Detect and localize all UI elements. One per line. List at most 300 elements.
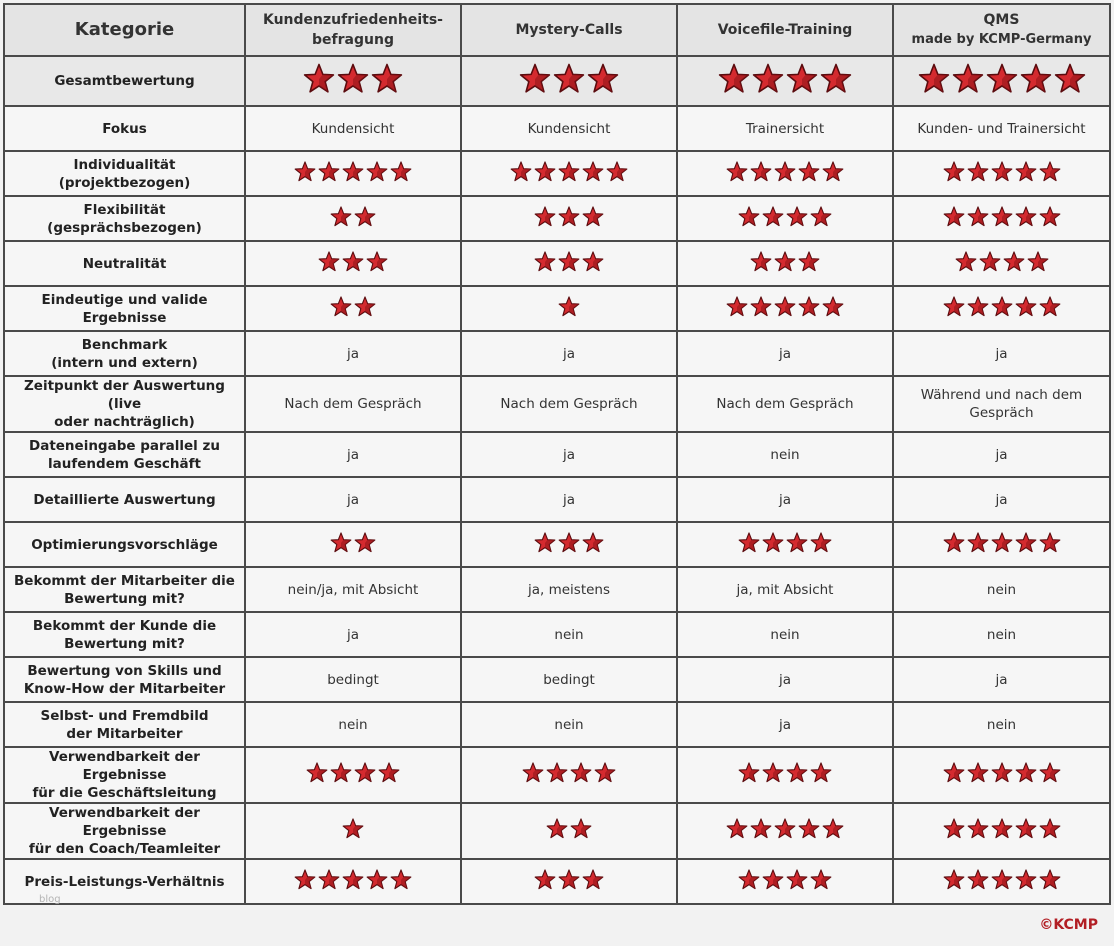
row-label	[4, 286, 245, 331]
star-icon	[955, 251, 977, 272]
star-rating	[738, 762, 832, 783]
star-icon	[378, 762, 400, 783]
table-cell	[461, 702, 677, 747]
star-icon	[943, 161, 965, 182]
star-icon	[342, 869, 364, 890]
star-rating	[726, 818, 844, 839]
row-label-text: Gesamtbewertung	[54, 73, 195, 89]
star-rating	[534, 251, 604, 272]
cell-text: Nach dem Gespräch	[716, 396, 854, 412]
row-label	[4, 477, 245, 522]
star-icon	[762, 532, 784, 553]
star-icon	[991, 296, 1013, 317]
star-rating	[318, 251, 388, 272]
star-rating	[955, 251, 1049, 272]
row-label	[4, 612, 245, 657]
cell-text: Während und nach dem Gespräch	[920, 387, 1083, 421]
table-cell	[677, 196, 893, 241]
row-label-text: Detaillierte Auswertung	[33, 491, 216, 508]
star-icon	[991, 206, 1013, 227]
star-rating	[943, 161, 1061, 182]
row-label-text: Selbst- und Fremdbild der Mitarbeiter	[40, 707, 209, 742]
star-icon	[738, 869, 760, 890]
table-cell	[461, 803, 677, 859]
star-rating	[534, 206, 604, 227]
header-line: Kundenzufriedenheits-	[262, 12, 443, 28]
star-icon	[774, 818, 796, 839]
table-cell	[893, 522, 1110, 567]
star-icon	[330, 206, 352, 227]
table-cell	[461, 241, 677, 286]
star-icon	[337, 63, 369, 94]
row-label-text: Verwendbarkeit der Ergebnisse für den Coach/Teamleiter	[28, 805, 221, 857]
table-cell	[677, 859, 893, 904]
star-rating	[943, 869, 1061, 890]
star-icon	[354, 532, 376, 553]
cell-text: nein	[554, 626, 584, 643]
table-cell	[461, 432, 677, 477]
table-cell	[461, 522, 677, 567]
header-category: Kategorie	[4, 4, 245, 56]
star-icon	[318, 161, 340, 182]
table-cell	[893, 286, 1110, 331]
star-icon	[558, 161, 580, 182]
cell-text: nein	[986, 581, 1017, 598]
star-icon	[1015, 818, 1037, 839]
cell-text: bedingt	[543, 671, 595, 688]
table-cell	[677, 477, 893, 522]
cell-text: Kunden- und Trainersicht	[917, 120, 1086, 137]
star-icon	[594, 762, 616, 783]
table-cell	[893, 56, 1110, 106]
row-label-text: Bekommt der Mitarbeiter die Bewertung mit?	[14, 572, 235, 607]
star-icon	[1015, 296, 1037, 317]
cell-text: ja	[778, 345, 792, 362]
row-label	[4, 432, 245, 477]
star-rating	[294, 161, 412, 182]
star-rating	[519, 63, 619, 94]
star-icon	[534, 869, 556, 890]
table-cell	[461, 612, 677, 657]
row-label-text: Bewertung von Skills und Know-How der Mitarbeiter	[23, 662, 226, 697]
table-cell	[461, 106, 677, 151]
star-icon	[943, 762, 965, 783]
star-icon	[798, 161, 820, 182]
header-mystery-calls	[461, 4, 677, 56]
row-label	[4, 702, 245, 747]
star-rating	[330, 296, 376, 317]
star-icon	[822, 818, 844, 839]
row-label-text: Optimierungsvorschläge	[31, 536, 218, 553]
star-icon	[519, 63, 551, 94]
row-label	[4, 522, 245, 567]
table-cell	[893, 376, 1110, 432]
star-icon	[762, 869, 784, 890]
star-icon	[534, 206, 556, 227]
star-icon	[1039, 818, 1061, 839]
star-icon	[762, 762, 784, 783]
table-cell	[893, 612, 1110, 657]
star-rating	[738, 532, 832, 553]
row-label	[4, 151, 245, 196]
star-icon	[726, 296, 748, 317]
cell-text: ja	[562, 491, 576, 508]
star-icon	[726, 818, 748, 839]
star-icon	[534, 251, 556, 272]
table-cell	[461, 151, 677, 196]
star-icon	[738, 532, 760, 553]
star-icon	[553, 63, 585, 94]
star-icon	[750, 296, 772, 317]
cell-text: nein	[770, 626, 800, 643]
star-icon	[991, 161, 1013, 182]
header-line: befragung	[312, 32, 394, 48]
star-icon	[1039, 161, 1061, 182]
watermark: blog	[39, 894, 61, 905]
star-icon	[318, 869, 340, 890]
star-rating	[510, 161, 628, 182]
star-rating	[294, 869, 412, 890]
star-icon	[366, 251, 388, 272]
table-cell	[245, 241, 461, 286]
star-icon	[570, 818, 592, 839]
star-icon	[991, 818, 1013, 839]
table-cell	[245, 803, 461, 859]
header-kundenzufriedenheitsbefragung	[245, 4, 461, 56]
star-icon	[991, 762, 1013, 783]
star-rating	[738, 206, 832, 227]
star-icon	[582, 206, 604, 227]
table-cell	[677, 56, 893, 106]
table-cell	[461, 56, 677, 106]
star-icon	[558, 251, 580, 272]
table-row	[4, 376, 1110, 432]
cell-text: ja	[778, 716, 792, 733]
table-cell	[893, 432, 1110, 477]
star-icon	[342, 818, 364, 839]
star-rating	[943, 818, 1061, 839]
star-icon	[303, 63, 335, 94]
star-icon	[918, 63, 950, 94]
star-icon	[967, 296, 989, 317]
star-icon	[786, 762, 808, 783]
table-cell	[893, 657, 1110, 702]
star-icon	[943, 296, 965, 317]
table-cell	[461, 567, 677, 612]
star-icon	[786, 63, 818, 94]
star-icon	[943, 869, 965, 890]
star-icon	[510, 161, 532, 182]
cell-text: nein	[554, 716, 584, 733]
star-icon	[534, 532, 556, 553]
table-cell	[461, 747, 677, 803]
star-icon	[546, 818, 568, 839]
star-icon	[582, 532, 604, 553]
table-cell	[461, 376, 677, 432]
table-row	[4, 331, 1110, 376]
row-label-text: Flexibilität (gesprächsbezogen)	[47, 201, 202, 236]
star-icon	[798, 251, 820, 272]
star-icon	[366, 869, 388, 890]
star-rating	[738, 869, 832, 890]
row-label	[4, 376, 245, 432]
star-rating	[534, 532, 604, 553]
star-icon	[986, 63, 1018, 94]
star-icon	[967, 206, 989, 227]
star-icon	[774, 161, 796, 182]
table-cell	[461, 657, 677, 702]
star-rating	[330, 206, 376, 227]
star-icon	[752, 63, 784, 94]
star-icon	[952, 63, 984, 94]
star-icon	[750, 161, 772, 182]
table-cell	[893, 477, 1110, 522]
star-rating	[718, 63, 852, 94]
star-icon	[1015, 206, 1037, 227]
star-icon	[582, 161, 604, 182]
star-icon	[582, 251, 604, 272]
cell-text: ja	[995, 491, 1008, 508]
table-cell	[677, 241, 893, 286]
row-label-text: Eindeutige und valide Ergebnisse	[41, 291, 208, 326]
star-icon	[967, 762, 989, 783]
cell-text: ja	[346, 345, 360, 362]
cell-text: ja	[346, 491, 360, 508]
table-cell	[245, 286, 461, 331]
header-qms	[893, 4, 1110, 56]
star-icon	[390, 161, 412, 182]
cell-text: bedingt	[327, 671, 379, 688]
star-icon	[967, 532, 989, 553]
cell-text: Trainersicht	[745, 120, 825, 137]
row-label-text: Benchmark (intern und extern)	[51, 336, 198, 371]
star-icon	[820, 63, 852, 94]
row-label-text: Dateneingabe parallel zu laufendem Geschäft	[29, 437, 220, 472]
star-icon	[786, 869, 808, 890]
star-icon	[371, 63, 403, 94]
star-icon	[366, 161, 388, 182]
star-icon	[1039, 762, 1061, 783]
table-cell	[245, 56, 461, 106]
table-cell	[893, 241, 1110, 286]
table-row	[4, 612, 1110, 657]
star-icon	[774, 296, 796, 317]
table-cell	[677, 331, 893, 376]
star-icon	[330, 762, 352, 783]
star-icon	[943, 818, 965, 839]
cell-text: ja, mit Absicht	[736, 581, 834, 598]
table-row	[4, 241, 1110, 286]
star-icon	[354, 206, 376, 227]
star-icon	[738, 206, 760, 227]
table-cell	[677, 567, 893, 612]
star-icon	[342, 161, 364, 182]
star-rating	[306, 762, 400, 783]
table-cell	[893, 196, 1110, 241]
table-cell	[677, 106, 893, 151]
star-icon	[750, 818, 772, 839]
star-rating	[342, 818, 364, 839]
cell-text: nein	[338, 716, 368, 733]
table-cell	[461, 196, 677, 241]
star-icon	[522, 762, 544, 783]
star-icon	[558, 296, 580, 317]
row-label-text: Verwendbarkeit der Ergebnisse für die Geschäftsleitung	[32, 749, 217, 801]
table-row	[4, 522, 1110, 567]
table-cell	[245, 657, 461, 702]
star-icon	[390, 869, 412, 890]
table-cell	[245, 747, 461, 803]
cell-text: ja	[346, 446, 360, 463]
star-icon	[967, 818, 989, 839]
star-icon	[1039, 869, 1061, 890]
table-cell	[677, 151, 893, 196]
header-line: QMS	[983, 12, 1020, 28]
star-rating	[546, 818, 592, 839]
total-row	[4, 56, 1110, 106]
star-icon	[558, 206, 580, 227]
table-cell	[893, 151, 1110, 196]
star-icon	[718, 63, 750, 94]
table-cell	[893, 106, 1110, 151]
cell-text: nein	[986, 626, 1017, 643]
table-row	[4, 196, 1110, 241]
table-body	[4, 56, 1110, 904]
table-cell	[677, 432, 893, 477]
table-cell	[677, 612, 893, 657]
star-icon	[762, 206, 784, 227]
row-label	[4, 803, 245, 859]
star-rating	[330, 532, 376, 553]
table-cell	[245, 106, 461, 151]
star-icon	[1020, 63, 1052, 94]
table-cell	[461, 477, 677, 522]
cell-text: ja	[778, 671, 792, 688]
star-icon	[1015, 762, 1037, 783]
star-icon	[606, 161, 628, 182]
table-cell	[893, 331, 1110, 376]
row-label	[4, 657, 245, 702]
comparison-table	[3, 3, 1111, 905]
star-icon	[306, 762, 328, 783]
table-cell	[245, 522, 461, 567]
star-icon	[786, 206, 808, 227]
table-cell	[245, 432, 461, 477]
star-icon	[822, 161, 844, 182]
table-cell	[245, 859, 461, 904]
star-icon	[582, 869, 604, 890]
table-cell	[677, 803, 893, 859]
table-row	[4, 432, 1110, 477]
cell-text: ja	[346, 626, 360, 643]
table-cell	[893, 747, 1110, 803]
table-cell	[893, 702, 1110, 747]
table-row	[4, 151, 1110, 196]
star-icon	[979, 251, 1001, 272]
cell-text: ja	[562, 446, 576, 463]
table-row	[4, 106, 1110, 151]
table-row	[4, 657, 1110, 702]
star-icon	[534, 161, 556, 182]
star-rating	[943, 296, 1061, 317]
star-icon	[774, 251, 796, 272]
star-icon	[558, 869, 580, 890]
table-cell	[893, 859, 1110, 904]
table-row	[4, 477, 1110, 522]
table-cell	[677, 702, 893, 747]
star-icon	[330, 296, 352, 317]
table-row	[4, 286, 1110, 331]
star-icon	[786, 532, 808, 553]
table-cell	[677, 522, 893, 567]
star-icon	[810, 532, 832, 553]
cell-text: ja, meistens	[527, 581, 611, 598]
row-label	[4, 56, 245, 106]
star-icon	[798, 296, 820, 317]
table-cell	[245, 331, 461, 376]
star-icon	[330, 532, 352, 553]
star-icon	[558, 532, 580, 553]
row-label-text: Preis-Leistungs-Verhältnis	[24, 873, 225, 890]
star-icon	[798, 818, 820, 839]
star-rating	[918, 63, 1086, 94]
cell-text: Kundensicht	[527, 120, 611, 137]
header-line: made by KCMP-Germany	[911, 32, 1092, 47]
cell-text: Nach dem Gespräch	[284, 396, 422, 412]
table-row	[4, 747, 1110, 803]
star-icon	[546, 762, 568, 783]
table-cell	[461, 286, 677, 331]
star-icon	[354, 762, 376, 783]
header-voicefile-training	[677, 4, 893, 56]
table-row	[4, 702, 1110, 747]
star-icon	[967, 869, 989, 890]
row-label-text: Fokus	[102, 120, 147, 137]
row-label	[4, 567, 245, 612]
star-icon	[587, 63, 619, 94]
cell-text: ja	[778, 491, 792, 508]
table-row	[4, 567, 1110, 612]
star-rating	[522, 762, 616, 783]
table-cell	[461, 859, 677, 904]
star-icon	[1015, 869, 1037, 890]
header-row	[4, 4, 1110, 56]
star-icon	[738, 762, 760, 783]
row-label	[4, 196, 245, 241]
star-rating	[303, 63, 403, 94]
header-line: Voicefile-Training	[717, 22, 853, 38]
table-row	[4, 859, 1110, 904]
star-icon	[943, 206, 965, 227]
header-line: Mystery-Calls	[515, 22, 623, 38]
table-cell	[677, 376, 893, 432]
cell-text: ja	[995, 671, 1008, 688]
star-icon	[1027, 251, 1049, 272]
row-label	[4, 331, 245, 376]
cell-text: Kundensicht	[311, 120, 395, 137]
star-rating	[534, 869, 604, 890]
star-icon	[967, 161, 989, 182]
star-rating	[558, 296, 580, 317]
cell-text: Nach dem Gespräch	[500, 396, 638, 412]
star-rating	[943, 762, 1061, 783]
row-label	[4, 241, 245, 286]
star-icon	[1039, 206, 1061, 227]
star-icon	[943, 532, 965, 553]
star-rating	[750, 251, 820, 272]
cell-text: ja	[995, 345, 1008, 362]
table-cell	[245, 702, 461, 747]
